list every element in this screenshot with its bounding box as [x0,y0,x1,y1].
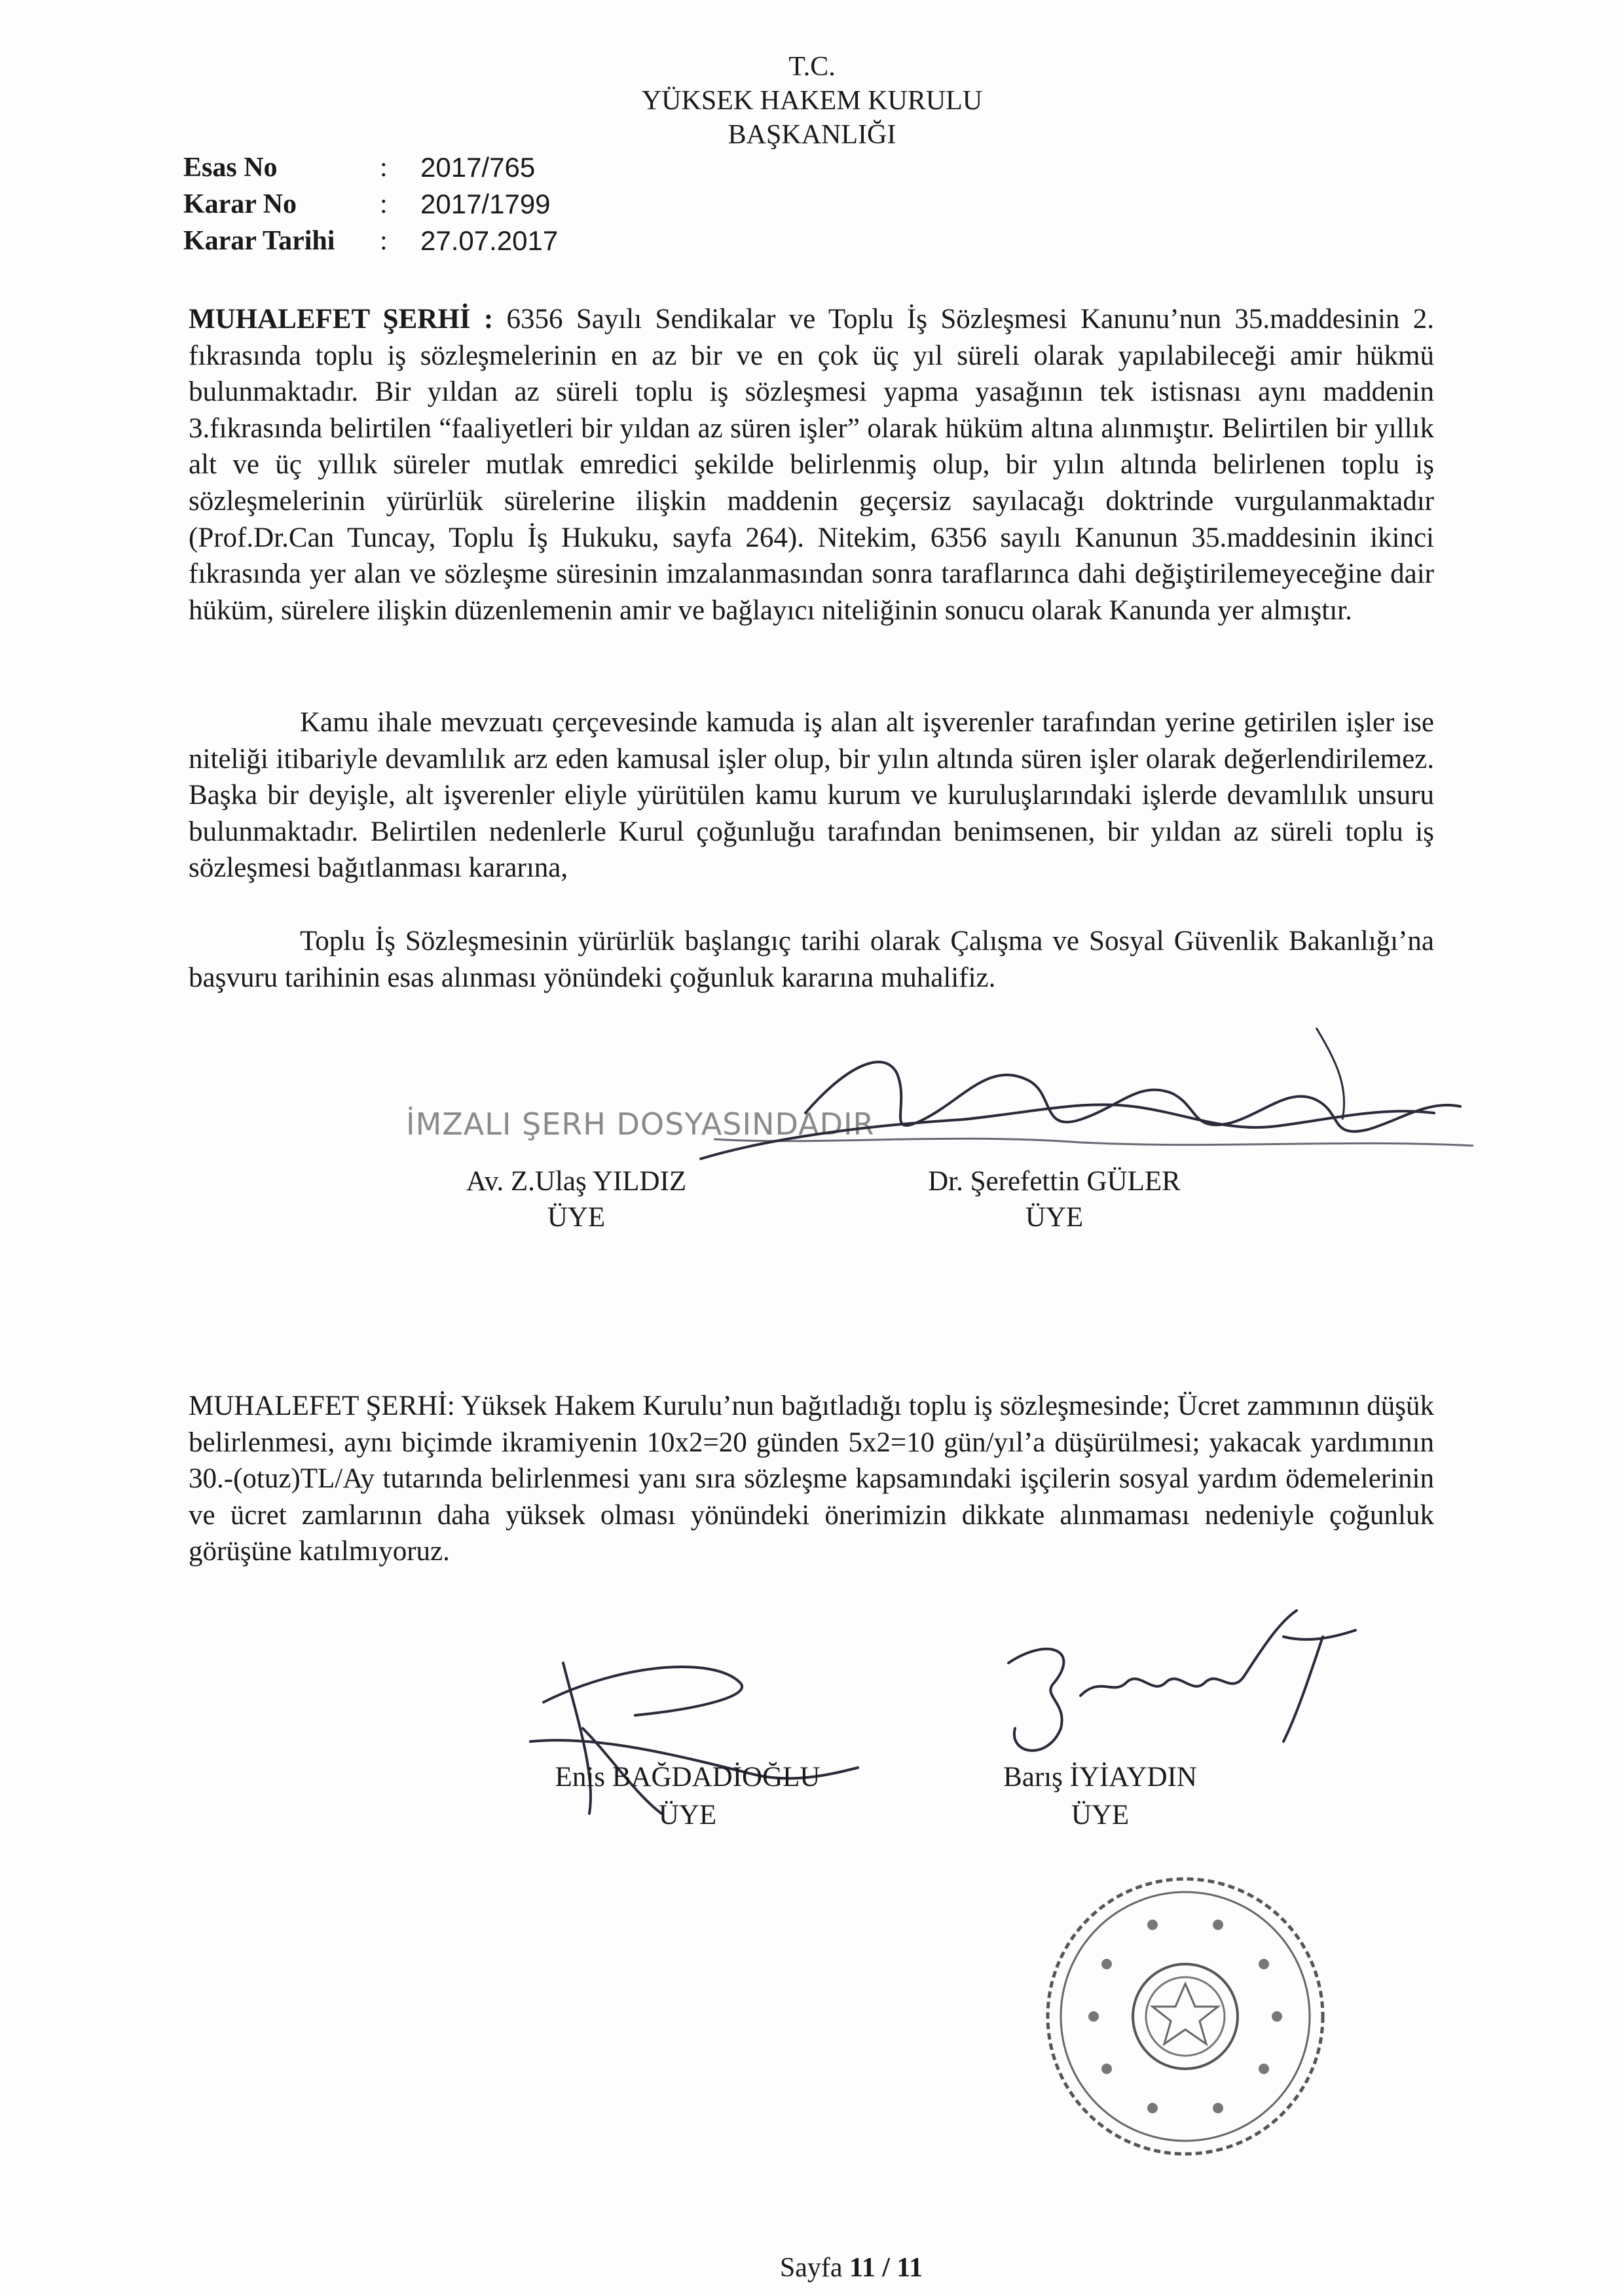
meta-label: Karar No [183,189,297,219]
dissent1-paragraph-2: Kamu ihale mevzuatı çerçevesinde kamuda iş alan alt işverenler tarafından yerine getirilen işler ise niteliği itibariyle devamlılık arz eden kamusal işler olup, bir yılın altında süren işler olarak değerlendirilemez. Başka bir deyişle, alt işverenler eliyle yürütülen kamu kurum ve kuruluşlarındaki işlerde devamlılık unsuru bulunmaktadır. Belirtilen nedenlerle Kurul çoğunluğu tarafından benimsenen, bir yıldan az süreli toplu iş sözleşmesi bağıtlanması kararına, [189,707,1434,884]
header-presidency: BAŞKANLIĞI [728,120,896,150]
signer-guler-role: ÜYE [1025,1202,1084,1233]
signature-iyiaydin-icon [969,1597,1388,1768]
page-prefix: Sayfa [779,2253,843,2283]
meta-value: 27.07.2017 [420,225,559,256]
signer-iyiaydin-role: ÜYE [1071,1800,1130,1831]
meta-row-esas [183,149,558,186]
meta-separator: : [380,153,388,183]
signer-yildiz-name: Av. Z.Ulaş YILDIZ [466,1166,687,1197]
signer-iyiaydin-name: Barış İYİAYDIN [1003,1762,1197,1793]
dissent1-paragraph-3: Toplu İş Sözleşmesinin yürürlük başlangıç tarihi olarak Çalışma ve Sosyal Güvenlik Bakanlığı’na başvuru tarihinin esas alınması yönündeki çoğunluk kararına muhalifiz. [189,926,1434,993]
meta-separator: : [380,189,388,219]
header-tc: T.C. [788,52,836,82]
dissent2-paragraph: MUHALEFET ŞERHİ: Yüksek Hakem Kurulu’nun bağıtladığı toplu iş sözleşmesinde; Ücret zammının düşük belirlenmesi, aynı biçimde ikramiyenin 10x2=20 günden 5x2=10 gün/yıl’a düşürülmesi; yakacak yardımının 30.-(otuz)TL/Ay tutarında belirlenmesi yanı sıra sözleşme kapsamındaki işçilerin sosyal yardım ödemelerinin ve ücret zamlarının daha yüksek olması yönündeki önerimizin dikkate alınmaması nedeniyle çoğunluk görüşüne katılmıyoruz. [189,1391,1434,1567]
signature-guler-icon [688,1008,1500,1178]
header-institution: YÜKSEK HAKEM KURULU [641,86,983,116]
meta-label: Esas No [183,153,278,183]
meta-row-karar-tarihi [183,223,558,259]
page-number [720,2252,982,2284]
dissent1-text-1: 6356 Sayılı Sendikalar ve Toplu İş Sözleşmesi Kanunu’nun 35.maddesinin 2. fıkrasında toplu iş sözleşmelerinin en az bir ve en çok üç yıl süreli olarak yapılabileceği amir hükmü bulunmaktadır. Bir yıldan az süreli toplu iş sözleşmesi yapma yasağının tek istisnası aynı maddenin 3.fıkrasında belirtilen “faaliyetleri bir yıldan az süren işler” olarak hüküm altına alınmıştır. Belirtilen bir yıllık alt ve üç yıllık süreler mutlak emredici şekilde belirlenmiş olup, bir yılın altında belirlenen toplu iş sözleşmelerinin yürürlük sürelerine ilişkin maddenin geçersiz sayılacağı doktrinde vurgulanmaktadır (Prof.Dr.Can Tuncay, Toplu İş Hukuku, sayfa 264). Nitekim, 6356 sayılı Kanunun 35.maddesinin ikinci fıkrasında yer alan ve sözleşme süresinin imzalanmasından sonra taraflarınca dahi değiştirilemeyeceğine dair hüküm, sürelere ilişkin düzenlemenin amir ve bağlayıcı niteliğinin sonucu olarak Kanunda yer almıştır. [189,304,1435,626]
signer-guler-name: Dr. Şerefettin GÜLER [928,1166,1181,1197]
meta-row-karar [183,186,558,223]
signer-bagdadioglu-role: ÜYE [658,1800,717,1831]
case-metadata [183,149,558,259]
signer-bagdadioglu-name: Enis BAĞDADİOĞLU [555,1762,821,1793]
signer-yildiz-role: ÜYE [547,1202,606,1233]
meta-separator: : [380,226,388,256]
page-count: 11 / 11 [849,2253,923,2283]
official-seal-icon [1035,1866,1336,2167]
dissent1-paragraph-1 [189,301,1434,629]
dissent1-heading: MUHALEFET ŞERHİ : [189,304,494,335]
meta-label: Karar Tarihi [183,226,335,256]
meta-value: 2017/1799 [420,189,551,219]
meta-value: 2017/765 [420,152,536,183]
signed-copy-stamp: İMZALI ŞERH DOSYASINDADIR [406,1106,875,1142]
